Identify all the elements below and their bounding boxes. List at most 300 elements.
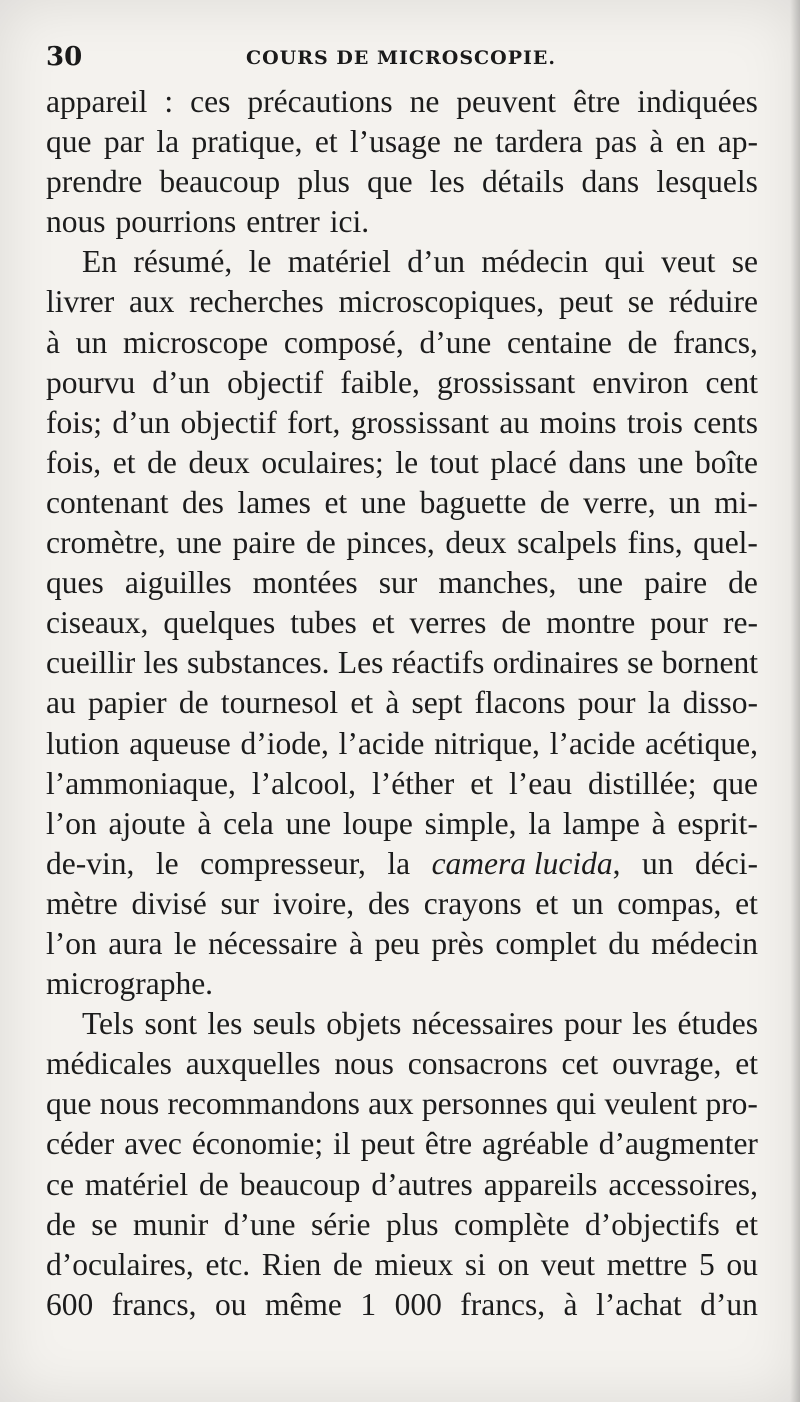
word: résumé,: [133, 244, 233, 280]
word: deux: [445, 525, 507, 561]
word: recherches: [189, 284, 324, 320]
word: nous: [99, 1086, 160, 1122]
paragraph: [46, 242, 758, 1004]
word: déci-: [695, 845, 758, 881]
text-line: [46, 603, 758, 643]
word: accessoires,: [608, 1166, 758, 1202]
word: placé: [490, 444, 557, 480]
word: études: [677, 1006, 758, 1042]
word: et: [112, 444, 136, 480]
word: matériel: [287, 244, 391, 280]
word: Les: [337, 645, 384, 681]
word: le: [248, 244, 272, 280]
word: pro-: [705, 1086, 758, 1122]
word: économie;: [191, 1126, 324, 1162]
word: de: [728, 565, 758, 601]
word: mi-: [714, 484, 758, 520]
word: lampe: [562, 805, 640, 841]
word: cent: [705, 364, 758, 400]
text-line: [46, 683, 758, 723]
word: objets: [326, 1006, 402, 1042]
word: des: [181, 484, 224, 520]
word: de: [539, 484, 570, 520]
word: à: [46, 324, 60, 360]
word: en: [675, 124, 706, 160]
word: cueillir: [46, 645, 136, 681]
word: pas: [595, 124, 638, 160]
text-line: [46, 242, 758, 282]
word: se: [627, 284, 655, 320]
word: environ: [592, 364, 689, 400]
word: pour: [563, 1006, 622, 1042]
word: nitrique,: [434, 725, 540, 761]
word: par: [103, 124, 145, 160]
word: ou: [726, 1246, 758, 1282]
word: camera lucida,: [431, 845, 621, 881]
word: indiquées: [637, 84, 758, 119]
word: grossissant: [350, 404, 490, 440]
italic-term: camera lucida: [431, 845, 613, 881]
word: sur: [378, 565, 418, 601]
word: 600: [46, 1286, 94, 1322]
word: 5: [698, 1246, 715, 1282]
word: sur: [220, 885, 260, 921]
text-line: [46, 1044, 758, 1084]
word: près: [431, 925, 484, 961]
word: pourvu: [46, 364, 136, 400]
word: objectif: [227, 364, 324, 400]
word: les: [207, 1006, 243, 1042]
word: pratique,: [191, 124, 303, 160]
word: si: [464, 1246, 486, 1282]
word: ciseaux,: [46, 605, 149, 641]
word: même: [264, 1286, 342, 1322]
word: 000: [394, 1286, 442, 1322]
word: centaine: [506, 324, 612, 360]
word: il: [333, 1126, 351, 1162]
word: seuls: [252, 1006, 316, 1042]
word: et: [314, 124, 338, 160]
word: personnes: [421, 1086, 548, 1122]
word: d’un: [407, 244, 466, 280]
text-line: [46, 1205, 758, 1245]
word: aura: [108, 925, 163, 961]
word: ajoute: [108, 805, 186, 841]
text-line: [46, 162, 758, 202]
running-title: COURS DE MICROSCOPIE.: [246, 47, 556, 69]
word: consacrons: [407, 1046, 548, 1082]
text-line: [46, 563, 758, 603]
word: complet: [495, 925, 597, 961]
word: quelques: [163, 605, 276, 641]
word: précautions: [247, 84, 393, 119]
word: les: [429, 164, 465, 200]
word: l’acide: [338, 725, 425, 761]
paragraph: [46, 82, 758, 242]
word: sept: [411, 685, 463, 721]
word: pour: [577, 685, 636, 721]
word: d’oculaires,: [46, 1246, 194, 1282]
word: une: [360, 484, 407, 520]
word: d’un: [152, 364, 211, 400]
text-line: [46, 724, 758, 764]
word: En: [82, 244, 117, 280]
word: agréable: [482, 1126, 589, 1162]
word: et: [324, 484, 348, 520]
word: re-: [722, 605, 758, 641]
word: tournesol: [220, 685, 339, 721]
word: médecin: [651, 925, 758, 961]
word: une: [637, 444, 684, 480]
word: fois,: [46, 444, 102, 480]
word: auxquelles: [185, 1046, 321, 1082]
word: série: [311, 1206, 371, 1242]
word: beaucoup: [239, 1166, 361, 1202]
word: cents: [693, 404, 758, 440]
word: d’une: [419, 324, 492, 360]
word: cet: [561, 1046, 599, 1082]
word: oculaires;: [261, 444, 384, 480]
word: de: [147, 444, 177, 480]
text-line: [46, 122, 758, 162]
word: l’ammoniaque,: [46, 765, 236, 801]
word: qui: [604, 244, 645, 280]
word: baguette: [419, 484, 527, 520]
word: le: [395, 444, 419, 480]
word: microscope: [122, 324, 269, 360]
word: la: [156, 124, 180, 160]
word: céder: [46, 1126, 115, 1162]
word: l’alcool,: [251, 765, 356, 801]
word: d’autres: [371, 1166, 473, 1202]
word: à: [348, 925, 363, 961]
word: de: [199, 1166, 229, 1202]
word: que: [46, 124, 92, 160]
text-line: [46, 1165, 758, 1205]
text-line: [46, 523, 758, 563]
word: d’augmenter: [598, 1126, 758, 1162]
word: des: [367, 885, 410, 921]
text-line: [46, 323, 758, 363]
text-line: [46, 643, 758, 683]
word: avec: [124, 1126, 182, 1162]
word: peut: [558, 284, 614, 320]
text-line: [46, 804, 758, 844]
word: ici.: [329, 204, 370, 240]
word: ap-: [717, 124, 758, 160]
word: de: [178, 685, 209, 721]
word: d’un: [112, 404, 171, 440]
text-line: [46, 1245, 758, 1285]
word: les: [143, 645, 179, 681]
word: d’une: [223, 1206, 296, 1242]
word: ne: [409, 84, 440, 119]
page-edge-shadow: [790, 0, 800, 1402]
text-line: [46, 202, 758, 242]
word: verres: [409, 605, 487, 641]
word: munir: [133, 1206, 209, 1242]
word: l’achat: [595, 1286, 682, 1322]
page-number: 30: [46, 42, 83, 72]
word: un: [75, 324, 108, 360]
word: esprit-: [677, 805, 758, 841]
word: dans: [568, 444, 627, 480]
word: veut: [661, 244, 716, 280]
word: fois;: [46, 404, 103, 440]
word: se: [627, 645, 654, 681]
word: lames: [237, 484, 311, 520]
word: grossissant: [436, 364, 576, 400]
word: aux: [368, 1086, 414, 1122]
text-line: [46, 483, 758, 523]
body-text: [46, 82, 758, 1325]
word: pinces,: [346, 525, 435, 561]
word: de-vin,: [46, 845, 135, 881]
word: complète: [454, 1206, 570, 1242]
word: de: [627, 324, 658, 360]
word: entrer: [246, 204, 320, 240]
word: ou: [214, 1286, 247, 1322]
word: de: [306, 525, 336, 561]
text-line: [46, 403, 758, 443]
text-line: [46, 282, 758, 322]
word: se: [731, 244, 758, 280]
word: tubes: [290, 605, 357, 641]
word: à: [649, 124, 664, 160]
word: aiguilles: [124, 565, 232, 601]
word: nous: [46, 204, 106, 240]
word: livrer: [46, 284, 115, 320]
word: et: [535, 885, 559, 921]
word: être: [424, 1126, 473, 1162]
word: compas,: [617, 885, 722, 921]
word: à: [385, 685, 400, 721]
word: et: [470, 765, 493, 801]
word: détails: [482, 164, 565, 200]
word: divisé: [131, 885, 207, 921]
word: aux: [128, 284, 175, 320]
text-line: [46, 1124, 758, 1164]
word: appareil: [46, 84, 148, 119]
word: bornent: [661, 645, 758, 681]
word: composé,: [283, 324, 404, 360]
word: peut: [360, 1126, 415, 1162]
word: réactifs: [391, 645, 485, 681]
word: l’acide: [549, 725, 636, 761]
word: objectif: [180, 404, 277, 440]
word: les: [632, 1006, 668, 1042]
text-line: [46, 1285, 758, 1325]
word: etc.: [205, 1246, 251, 1282]
word: la: [528, 805, 552, 841]
word: montre: [546, 605, 636, 641]
word: l’eau: [508, 765, 572, 801]
word: boîte: [694, 444, 758, 480]
word: l’on: [46, 925, 97, 961]
word: appareils: [483, 1166, 598, 1202]
word: on: [497, 1246, 530, 1282]
word: faible,: [340, 364, 420, 400]
word: peuvent: [456, 84, 557, 119]
word: au: [46, 685, 76, 721]
word: l’éther: [371, 765, 455, 801]
text-line: [46, 82, 758, 122]
word: nécessaires: [411, 1006, 554, 1042]
word: contenant: [46, 484, 169, 520]
word: scalpels: [517, 525, 617, 561]
word: et: [350, 685, 374, 721]
text-line: [46, 363, 758, 403]
word: médicales: [46, 1046, 172, 1082]
page-header: [46, 42, 756, 78]
word: au: [499, 404, 530, 440]
word: dans: [581, 164, 640, 200]
word: tardera: [495, 124, 583, 160]
word: mètre: [46, 885, 118, 921]
word: 1: [360, 1286, 377, 1322]
word: acétique,: [645, 725, 758, 761]
word: cromètre,: [46, 525, 166, 561]
word: recommandons: [167, 1086, 360, 1122]
word: d’un: [700, 1286, 758, 1322]
word: simple,: [424, 805, 517, 841]
word: paire: [232, 525, 296, 561]
word: tout: [429, 444, 479, 480]
word: mettre: [606, 1246, 688, 1282]
text-line: [46, 884, 758, 924]
word: loupe: [342, 805, 413, 841]
word: que: [367, 164, 413, 200]
word: l’on: [46, 805, 97, 841]
word: sont: [144, 1006, 197, 1042]
word: ivoire,: [272, 885, 355, 921]
word: pourrions: [115, 204, 237, 240]
word: aqueuse: [129, 725, 231, 761]
word: et: [735, 1206, 758, 1242]
word: un: [642, 845, 674, 881]
word: ce: [46, 1166, 74, 1202]
word: qui: [556, 1086, 597, 1122]
word: nous: [334, 1046, 394, 1082]
word: Tels: [82, 1006, 135, 1042]
word: flacons: [474, 685, 566, 721]
text-line: [46, 924, 758, 964]
word: lution: [46, 725, 120, 761]
word: à: [563, 1286, 578, 1322]
word: matériel: [84, 1166, 189, 1202]
word: ques: [46, 565, 104, 601]
word: francs,: [460, 1286, 546, 1322]
word: de: [333, 1246, 363, 1282]
word: substances.: [186, 645, 330, 681]
word: d’objectifs: [585, 1206, 720, 1242]
word: que: [46, 1086, 92, 1122]
word: une: [285, 805, 332, 841]
word: paire: [644, 565, 708, 601]
word: veut: [540, 1246, 596, 1282]
word: trois: [626, 404, 683, 440]
text-line: [46, 1004, 758, 1044]
word: pour: [650, 605, 709, 641]
word: de: [501, 605, 532, 641]
word: distillée;: [587, 765, 697, 801]
word: d’iode,: [240, 725, 329, 761]
text-line: [46, 1084, 758, 1124]
word: fins,: [627, 525, 683, 561]
word: Rien: [261, 1246, 322, 1282]
word: et: [735, 1046, 758, 1082]
text-line: [46, 964, 758, 1004]
word: veulent: [604, 1086, 698, 1122]
word: de: [46, 1206, 76, 1242]
word: manches,: [438, 565, 557, 601]
word: un: [669, 484, 701, 520]
word: compresseur,: [200, 845, 366, 881]
word: une: [176, 525, 222, 561]
word: à: [651, 805, 666, 841]
word: et: [735, 885, 758, 921]
word: francs,: [111, 1286, 197, 1322]
word: cela: [223, 805, 274, 841]
text-line: [46, 844, 758, 884]
word: médecin: [481, 244, 589, 280]
word: peu: [374, 925, 420, 961]
word: à: [197, 805, 212, 841]
word: plus: [297, 164, 350, 200]
word: francs,: [673, 324, 758, 360]
word: moins: [539, 404, 617, 440]
word: papier: [87, 685, 167, 721]
word: :: [164, 84, 174, 119]
word: fort,: [287, 404, 341, 440]
word: un: [572, 885, 604, 921]
word: verre,: [583, 484, 656, 520]
word: deux: [188, 444, 250, 480]
word: ordinaires: [492, 645, 619, 681]
paragraph: [46, 1004, 758, 1325]
word: microscopiques,: [338, 284, 545, 320]
word: l’usage: [349, 124, 441, 160]
word: ouvrage,: [612, 1046, 722, 1082]
word: micrographe.: [46, 966, 214, 1002]
text-line: [46, 764, 758, 804]
word: disso-: [682, 685, 758, 721]
word: le: [155, 845, 179, 881]
word: prendre: [46, 164, 143, 200]
word: se: [91, 1206, 118, 1242]
word: une: [577, 565, 624, 601]
word: ne: [453, 124, 483, 160]
word: montées: [252, 565, 358, 601]
word: lesquels: [656, 164, 758, 200]
word: crayons: [423, 885, 522, 921]
word: du: [608, 925, 640, 961]
word: le: [173, 925, 197, 961]
word: ces: [190, 84, 231, 119]
word: plus: [386, 1206, 439, 1242]
word: nécessaire: [208, 925, 338, 961]
word: et: [371, 605, 395, 641]
word: mieux: [374, 1246, 454, 1282]
text-line: [46, 443, 758, 483]
word: être: [573, 84, 621, 119]
word: que: [712, 765, 758, 801]
word: réduire: [668, 284, 758, 320]
word: la: [387, 845, 411, 881]
word: beaucoup: [159, 164, 281, 200]
word: la: [647, 685, 671, 721]
word: quel-: [693, 525, 758, 561]
